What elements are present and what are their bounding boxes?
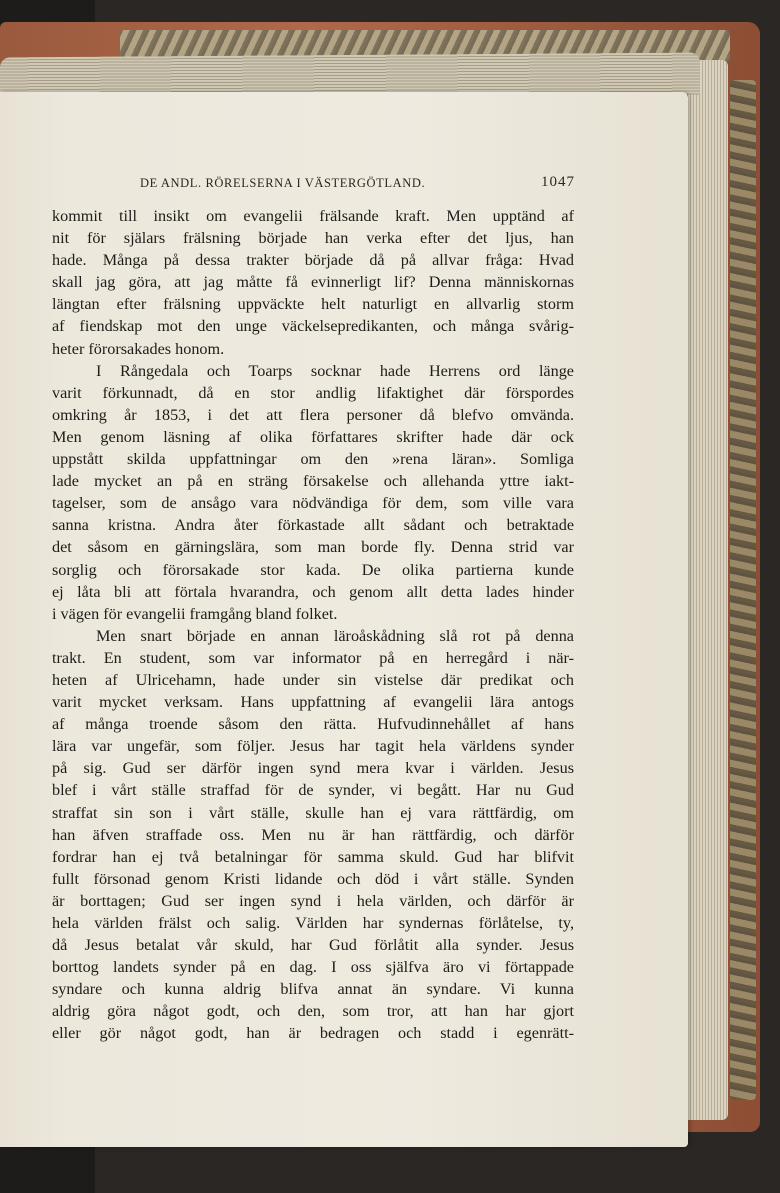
text-line: nit för själars frälsning började han verka efter det ljus, han — [52, 229, 574, 248]
text-line: skall jag göra, att jag måtte få evinnerligt lif? Denna människornas — [52, 273, 574, 292]
text-line: heten af Ulricehamn, hade under sin vistelse där predikat och — [52, 670, 574, 689]
text-line: lade mycket an på en sträng försakelse och allehanda yttre iakt- — [52, 472, 574, 491]
text-line: syndare och kunna aldrig blifva annat än syndare. Vi kunna — [52, 980, 574, 999]
page-stack-side — [688, 60, 728, 1120]
text-line: fordrar han ej två betalningar för samma skuld. Gud har blifvit — [52, 847, 574, 866]
text-line: aldrig göra något godt, och den, som tror, att han har gjort — [52, 1002, 574, 1021]
text-line: trakt. En student, som var informator på en herregård i när- — [52, 648, 574, 667]
text-line: uppstått skilda uppfattningar om den »rena läran». Somliga — [52, 450, 574, 469]
text-line: det såsom en gärningslära, som man borde fly. Denna strid var — [52, 538, 574, 557]
text-line: längtan efter frälsning uppväckte helt naturligt en allvarlig storm — [52, 295, 574, 314]
text-line: sorglig och förorsakade stor kada. De olika partierna kunde — [52, 560, 574, 579]
text-line: straffat sin son i vårt ställe, skulle han ej vara rättfärdig, om — [52, 803, 574, 822]
text-line: af fiendskap mot den unge väckelsepredikanten, och många svårig- — [52, 317, 574, 336]
text-line: sanna kristna. Andra åter förkastade allt sådant och betraktade — [52, 516, 574, 535]
text-line: hela världen frälst och salig. Världen har syndernas förlåtelse, ty, — [52, 914, 574, 932]
text-line: ej låta bli att förtala hvarandra, och genom allt detta lades hinder — [52, 582, 574, 601]
text-line: på sig. Gud ser därför ingen synd mera kvar i världen. Jesus — [52, 759, 574, 778]
text-line: fullt försonad genom Kristi lidande och död i vårt ställe. Synden — [52, 869, 574, 888]
text-line: varit förkunnadt, då en stor andlig lifaktighet där förspordes — [52, 383, 574, 402]
marbled-edge-side — [730, 80, 756, 1100]
text-line: lära var ungefär, som följer. Jesus har tagit hela världens synder — [52, 737, 574, 756]
body-text — [52, 205, 574, 1045]
running-head: DE ANDL. RÖRELSERNA I VÄSTERGÖTLAND. — [140, 176, 426, 190]
page-header — [140, 176, 575, 196]
text-line: Men genom läsning af olika författares skrifter hade där ock — [52, 427, 574, 446]
text-line: tagelser, som de ansågo vara nödvändiga för dem, som ville vara — [52, 494, 574, 513]
text-line: I Rångedala och Toarps socknar hade Herrens ord länge — [96, 361, 574, 380]
text-line: han äfven straffade oss. Men nu är han rättfärdig, och därför — [52, 825, 574, 844]
text-line: i vägen för evangelii framgång bland folket. — [52, 604, 338, 623]
text-line: af många troende såsom den rätta. Hufvudinnehållet af hans — [52, 715, 574, 734]
text-line: då Jesus betalat vår skuld, har Gud förlåtit alla synder. Jesus — [52, 936, 574, 955]
text-line: omkring år 1853, i det att flera personer då blefvo omvända. — [52, 405, 574, 424]
text-line: varit mycket verksam. Hans uppfattning af evangelii lära antogs — [52, 693, 574, 712]
text-line: blef i vårt ställe straffad för de synder, vi begått. Har nu Gud — [52, 781, 574, 800]
text-line: eller gör något godt, han är bedragen och stadd i egenrätt- — [52, 1024, 574, 1043]
text-line: heter förorsakades honom. — [52, 339, 225, 358]
text-line: är borttagen; Gud ser ingen synd i hela världen, och därför är — [52, 891, 574, 910]
text-line: borttog landets synder på en dag. I oss själfva äro vi förtappade — [52, 958, 574, 977]
text-line: kommit till insikt om evangelii frälsande kraft. Men upptänd af — [52, 207, 574, 225]
text-line: hade. Många på dessa trakter började då på allvar fråga: Hvad — [52, 251, 574, 270]
page-number: 1047 — [541, 174, 575, 190]
text-line: Men snart började en annan läroåskådning slå rot på denna — [96, 626, 574, 645]
